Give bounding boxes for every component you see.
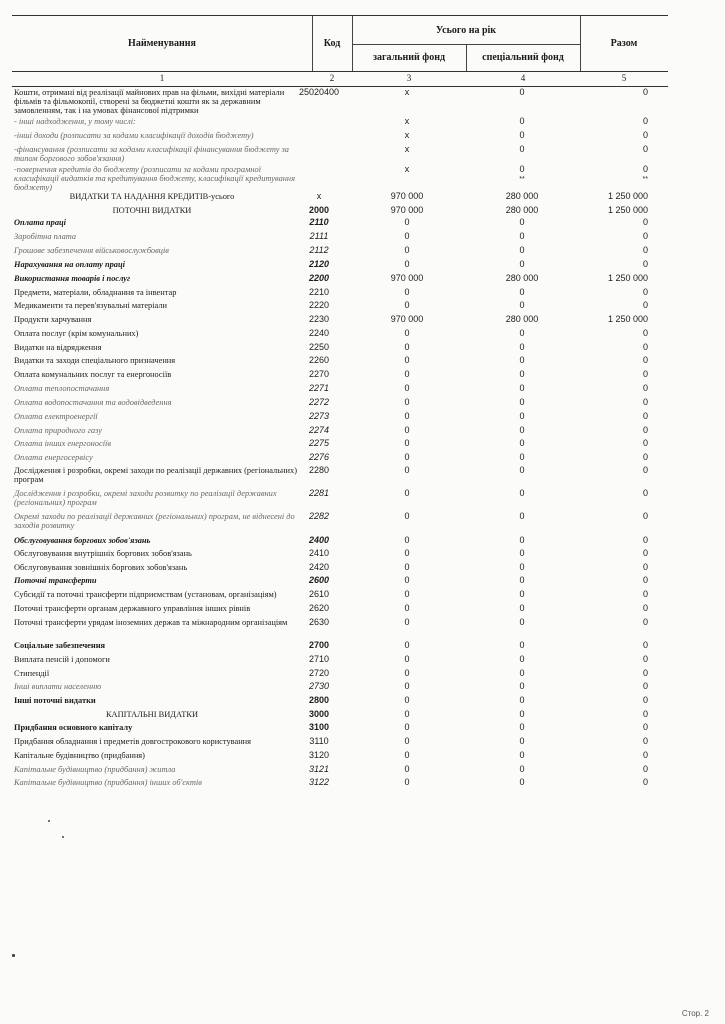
row-special-fund: 280 000 — [505, 273, 539, 283]
row-special-fund: 0 — [519, 764, 525, 774]
row-name: Окремі заходи по реалізації державних (регіональних) програм, не віднесені до заходів розвитку — [14, 512, 295, 531]
row-code: 3110 — [309, 736, 329, 746]
table-row — [12, 383, 668, 397]
row-special-fund: 0 — [519, 575, 525, 585]
row-special-fund: 0 — [519, 603, 525, 613]
row-general-fund: 0 — [404, 217, 410, 227]
row-general-fund: 0 — [404, 548, 410, 558]
row-special-fund: 0 — [519, 259, 525, 269]
row-code: 2271 — [308, 383, 330, 393]
row-sum: 0 — [642, 245, 648, 255]
row-special-fund: 0 — [519, 668, 525, 678]
table-row — [12, 562, 668, 575]
header-divider — [580, 16, 581, 71]
table-body — [12, 87, 668, 790]
row-general-fund: x — [404, 164, 410, 174]
table-row — [12, 342, 668, 355]
row-code: 3122 — [308, 777, 330, 787]
row-name: Використання товарів і послуг — [14, 274, 131, 283]
table-row — [12, 736, 668, 750]
row-general-fund: 0 — [404, 617, 410, 627]
row-general-fund: 0 — [404, 438, 410, 448]
row-sum: 0 — [642, 342, 648, 352]
table-row — [12, 87, 668, 116]
row-general-fund: 0 — [404, 511, 410, 521]
row-special-fund: 0 — [519, 164, 525, 174]
row-code: 3121 — [308, 764, 330, 774]
row-general-fund: 970 000 — [390, 314, 424, 324]
row-special-fund: 0 — [519, 736, 525, 746]
row-sum: 0 — [642, 617, 648, 627]
row-special-fund: 0 — [519, 750, 525, 760]
table-row — [12, 777, 668, 790]
row-general-fund: x — [404, 116, 410, 126]
column-number-row — [12, 72, 668, 87]
row-code: 2281 — [308, 488, 330, 498]
row-sum: 0 — [642, 654, 648, 664]
row-special-fund: 0 — [519, 287, 525, 297]
row-sum: 0 — [642, 709, 648, 719]
table-row — [12, 328, 668, 342]
row-name: Оплата водопостачання та водовідведення — [14, 398, 172, 407]
row-special-fund: 0 — [519, 548, 525, 558]
row-special-fund: 0 — [519, 777, 525, 787]
row-code: 2276 — [308, 452, 330, 462]
row-name: Дослідження і розробки, окремі заходи по реалізації державних (регіональних) програм — [14, 466, 297, 485]
header-total-year: Усього на рік — [435, 24, 497, 36]
row-special-fund: 0 — [519, 640, 525, 650]
table-row — [12, 764, 668, 777]
row-code: 2110 — [309, 217, 329, 227]
row-general-fund: 0 — [404, 287, 410, 297]
row-sum: 0 — [642, 383, 648, 393]
row-code: 2400 — [308, 535, 330, 545]
row-code: 2730 — [308, 681, 330, 691]
row-name: Оплата інших енергоносіїв — [14, 439, 111, 448]
row-code: 2210 — [308, 287, 330, 297]
row-special-fund: 0 — [519, 231, 525, 241]
table-row — [12, 603, 668, 617]
row-name: Продукти харчування — [14, 315, 92, 324]
row-name: Нарахування на оплату праці — [14, 260, 125, 269]
row-general-fund: 0 — [404, 777, 410, 787]
row-name: Виплата пенсій і допомоги — [14, 655, 110, 664]
row-code: 2111 — [309, 231, 329, 241]
row-sum: 0 — [642, 488, 648, 498]
table-row — [12, 465, 668, 488]
row-general-fund: 0 — [404, 465, 410, 475]
scan-speck — [62, 836, 64, 838]
row-general-fund: 0 — [404, 300, 410, 310]
row-code: 2260 — [308, 355, 330, 365]
row-sum: 0 — [642, 695, 648, 705]
row-code: 2280 — [308, 465, 330, 475]
table-row — [12, 300, 668, 314]
row-code: 2112 — [309, 245, 329, 255]
row-special-fund: 0 — [519, 654, 525, 664]
scan-speck — [48, 820, 50, 822]
row-special-fund: 0 — [519, 397, 525, 407]
header-general-fund: загальний фонд — [372, 52, 446, 63]
col-number: 1 — [159, 73, 165, 83]
row-sum: 0 — [642, 87, 648, 97]
row-general-fund: 0 — [404, 640, 410, 650]
row-special-fund: 0 — [519, 438, 525, 448]
row-general-fund: 0 — [404, 245, 410, 255]
row-name: Заробітна плата — [14, 232, 77, 241]
row-name: Капітальне будівництво (придбання) житла — [14, 765, 176, 774]
table-row — [12, 750, 668, 764]
row-name: Субсидії та поточні трансферти підприємствам (установам, організаціям) — [14, 590, 277, 599]
table-row — [12, 204, 668, 217]
row-name: Оплата послуг (крім комунальних) — [14, 329, 139, 338]
row-name: Дослідження і розробки, окремі заходи розвитку по реалізації державних (регіональних) програм — [14, 489, 277, 508]
row-sum: 0 — [642, 640, 648, 650]
table-row — [12, 314, 668, 328]
row-name: Кошти, отримані від реалізації майнових прав на фільми, вихідні матеріали фільмів та фільмокопії, створені за бюджетні кошти як за державним замовленням, так і на умовах фінансової підтримки — [14, 88, 285, 116]
row-code: 2600 — [308, 575, 330, 585]
table-row — [12, 452, 668, 465]
table-row — [12, 589, 668, 603]
row-general-fund: 0 — [404, 411, 410, 421]
row-name: Предмети, матеріали, обладнання та інвентар — [14, 288, 177, 297]
row-name: ПОТОЧНІ ВИДАТКИ — [112, 206, 192, 215]
row-code: 3120 — [308, 750, 330, 760]
row-sum: 0 — [642, 231, 648, 241]
row-sum: 0 — [642, 144, 648, 154]
row-code: 2720 — [308, 668, 330, 678]
row-special-fund: 0 — [519, 300, 525, 310]
row-general-fund: 0 — [404, 589, 410, 599]
row-general-fund: 0 — [404, 259, 410, 269]
table-row — [12, 130, 668, 144]
row-name: Грошове забезпечення військовослужбовців — [14, 246, 169, 255]
table-row — [12, 681, 668, 695]
row-name: Оплата комунальних послуг та енергоносіїв — [14, 370, 172, 379]
budget-table — [12, 15, 668, 790]
row-special-fund: 0 — [519, 355, 525, 365]
row-name: Видатки та заходи спеціального призначення — [14, 356, 176, 365]
row-special-fund: 0 — [519, 217, 525, 227]
table-row — [12, 511, 668, 535]
table-row — [12, 116, 668, 130]
row-name: Інші поточні видатки — [14, 696, 96, 705]
row-name: Соціальне забезпечення — [14, 641, 106, 650]
row-special-fund: 0 — [519, 681, 525, 691]
row-code: 2220 — [308, 300, 330, 310]
table-row — [12, 369, 668, 383]
row-sum: 0 — [642, 452, 648, 462]
row-code: 2275 — [308, 438, 330, 448]
row-general-fund: 0 — [404, 562, 410, 572]
row-name: Обслуговування боргових зобов'язань — [14, 536, 151, 545]
row-name: Придбання обладнання і предметів довгострокового користування — [14, 737, 252, 746]
row-special-fund: 0 — [519, 87, 525, 97]
row-code: 2120 — [308, 259, 330, 269]
row-sum: 0 — [642, 575, 648, 585]
row-name: Оплата праці — [14, 218, 67, 227]
row-code: 2282 — [308, 511, 330, 521]
row-special-fund: 0 — [519, 342, 525, 352]
table-row — [12, 245, 668, 259]
row-name: Оплата природного газу — [14, 426, 102, 435]
row-code: 25020400 — [299, 87, 340, 97]
row-special-fund: 0 — [519, 511, 525, 521]
table-row — [12, 259, 668, 273]
scan-speck — [12, 954, 15, 957]
row-code: 2250 — [308, 342, 330, 352]
row-general-fund: 0 — [404, 736, 410, 746]
row-special-fund: 0 — [519, 722, 525, 732]
row-special-fund: 0 — [519, 130, 525, 140]
row-sum: 1 250 000 — [607, 191, 648, 201]
row-general-fund: 0 — [404, 355, 410, 365]
row-special-fund: 0 — [519, 589, 525, 599]
row-name: -повернення кредитів до бюджету (розписати за кодами програмної класифікації видатків та кредитування бюджету, класифікації кредитування бюджету) — [14, 165, 295, 193]
table-row — [12, 722, 668, 736]
row-code: 2000 — [308, 205, 330, 215]
row-sum: 0 — [642, 259, 648, 269]
row-sum: 0 — [642, 287, 648, 297]
table-row — [12, 411, 668, 425]
row-code: 2710 — [308, 654, 330, 664]
row-special-fund: 0 — [519, 245, 525, 255]
row-general-fund: x — [404, 130, 410, 140]
row-code: 2420 — [308, 562, 330, 572]
row-sum: 0 — [642, 116, 648, 126]
row-special-fund: 0 — [519, 562, 525, 572]
row-general-fund: 0 — [404, 722, 410, 732]
row-general-fund: 0 — [404, 668, 410, 678]
row-name: Оплата енергосервісу — [14, 453, 93, 462]
row-sum: 0 — [642, 164, 648, 174]
row-general-fund: 0 — [404, 231, 410, 241]
table-row — [12, 535, 668, 548]
table-row — [12, 695, 668, 708]
row-code: 2230 — [308, 314, 330, 324]
col-number: 2 — [329, 73, 335, 83]
row-general-fund: 0 — [404, 654, 410, 664]
row-name: ВИДАТКИ ТА НАДАННЯ КРЕДИТІВ-усього — [69, 192, 235, 201]
row-special-fund: 280 000 — [505, 314, 539, 324]
row-name: Оплата електроенергії — [14, 412, 98, 421]
row-sum: 0 — [642, 397, 648, 407]
row-name: -інші доходи (розписати за кодами класифікації доходів бюджету) — [14, 131, 254, 140]
row-sum: 0 — [642, 668, 648, 678]
table-row — [12, 575, 668, 589]
row-special-fund: 0 — [519, 709, 525, 719]
row-sum: 0 — [642, 722, 648, 732]
table-row — [12, 231, 668, 245]
row-sum: 1 250 000 — [607, 314, 648, 324]
row-special-fund: 0 — [519, 488, 525, 498]
row-special-fund: 0 — [519, 452, 525, 462]
row-code: 2200 — [308, 273, 330, 283]
row-sum: 0 — [642, 589, 648, 599]
header-divider — [466, 44, 467, 71]
header-divider — [352, 44, 580, 45]
row-sum: 0 — [642, 369, 648, 379]
row-special-fund: 0 — [519, 144, 525, 154]
row-name: Капітальне будівництво (придбання) — [14, 751, 145, 760]
row-special-fund-mark: ** — [519, 176, 525, 183]
row-name: Поточні трансферти — [14, 576, 97, 585]
row-general-fund: 0 — [404, 342, 410, 352]
row-sum: 1 250 000 — [607, 273, 648, 283]
row-code: 2800 — [308, 695, 330, 705]
row-general-fund: 0 — [404, 328, 410, 338]
row-name: Видатки на відрядження — [14, 343, 102, 352]
row-sum: 0 — [642, 764, 648, 774]
table-row — [12, 548, 668, 562]
row-sum: 0 — [642, 736, 648, 746]
row-name: Обслуговування зовнішніх боргових зобов'язань — [14, 563, 188, 572]
row-name: Інші виплати населенню — [14, 682, 102, 691]
table-row — [12, 708, 668, 722]
row-general-fund: 0 — [404, 383, 410, 393]
row-code: 2273 — [308, 411, 330, 421]
row-general-fund: x — [404, 87, 410, 97]
row-code: x — [316, 191, 322, 201]
col-number: 4 — [520, 73, 526, 83]
row-sum: 0 — [642, 603, 648, 613]
row-general-fund: 970 000 — [390, 191, 424, 201]
header-special-fund: спеціальний фонд — [482, 52, 564, 63]
header-name: Найменування — [128, 38, 196, 49]
row-sum: 0 — [642, 355, 648, 365]
table-row — [12, 164, 668, 193]
row-name: Капітальне будівництво (придбання) інших об'єктів — [14, 778, 202, 787]
row-code: 2274 — [308, 425, 330, 435]
row-code: 2620 — [308, 603, 330, 613]
row-sum: 0 — [642, 438, 648, 448]
table-row — [12, 668, 668, 681]
row-general-fund: 0 — [404, 488, 410, 498]
header-sum: Разом — [610, 38, 638, 49]
row-code: 2240 — [308, 328, 330, 338]
col-number: 5 — [621, 73, 627, 83]
row-name: Придбання основного капіталу — [14, 723, 133, 732]
row-code: 2610 — [308, 589, 330, 599]
row-special-fund: 0 — [519, 535, 525, 545]
table-row — [12, 640, 668, 654]
row-special-fund: 0 — [519, 116, 525, 126]
table-row — [12, 438, 668, 452]
row-name: Оплата теплопостачання — [14, 384, 110, 393]
row-code: 3000 — [308, 709, 330, 719]
row-sum: 0 — [642, 535, 648, 545]
row-general-fund: 0 — [404, 452, 410, 462]
row-sum: 0 — [642, 750, 648, 760]
table-row — [12, 654, 668, 668]
row-special-fund: 0 — [519, 425, 525, 435]
row-general-fund: 0 — [404, 397, 410, 407]
row-name: - інші надходження, у тому числі: — [14, 117, 136, 126]
row-special-fund: 0 — [519, 383, 525, 393]
row-sum-mark: ** — [642, 176, 648, 183]
table-row — [12, 144, 668, 164]
row-general-fund: 0 — [404, 764, 410, 774]
row-special-fund: 0 — [519, 411, 525, 421]
row-general-fund: 0 — [404, 535, 410, 545]
table-row — [12, 617, 668, 640]
row-general-fund: 970 000 — [390, 273, 424, 283]
row-special-fund: 0 — [519, 617, 525, 627]
row-special-fund: 280 000 — [505, 191, 539, 201]
row-code: 2700 — [308, 640, 330, 650]
row-code: 2272 — [308, 397, 330, 407]
row-sum: 0 — [642, 425, 648, 435]
row-name: Стипендії — [14, 669, 50, 678]
row-sum: 0 — [642, 217, 648, 227]
row-sum: 0 — [642, 130, 648, 140]
table-row — [12, 273, 668, 287]
row-sum: 0 — [642, 777, 648, 787]
row-sum: 1 250 000 — [607, 205, 648, 215]
row-name: Обслуговування внутрішніх боргових зобов'язань — [14, 549, 192, 558]
row-general-fund: 0 — [404, 369, 410, 379]
row-special-fund: 280 000 — [505, 205, 539, 215]
row-general-fund: 0 — [404, 575, 410, 585]
row-name: Поточні трансферти урядам іноземних держав та міжнародним організаціям — [14, 618, 288, 627]
row-code: 2630 — [308, 617, 330, 627]
row-code: 3100 — [308, 722, 330, 732]
row-general-fund: 0 — [404, 681, 410, 691]
table-row — [12, 488, 668, 511]
header-code: Код — [323, 38, 341, 49]
row-sum: 0 — [642, 681, 648, 691]
row-code: 2270 — [308, 369, 330, 379]
table-row — [12, 355, 668, 369]
row-sum: 0 — [642, 562, 648, 572]
row-name: Медикаменти та перев'язувальні матеріали — [14, 301, 168, 310]
row-general-fund: 0 — [404, 709, 410, 719]
row-sum: 0 — [642, 300, 648, 310]
col-number: 3 — [406, 73, 412, 83]
row-sum: 0 — [642, 465, 648, 475]
row-sum: 0 — [642, 411, 648, 421]
table-header — [12, 15, 668, 72]
row-general-fund: 0 — [404, 425, 410, 435]
row-code: 2410 — [308, 548, 330, 558]
table-row — [12, 217, 668, 231]
row-name: Поточні трансферти органам державного управління інших рівнів — [14, 604, 251, 613]
page-number: Стор. 2 — [681, 1009, 709, 1018]
row-general-fund: 0 — [404, 603, 410, 613]
row-special-fund: 0 — [519, 328, 525, 338]
row-general-fund: x — [404, 144, 410, 154]
table-row — [12, 287, 668, 300]
row-name: -фінансування (розписати за кодами класифікації фінансування бюджету за типом боргового зобов'язання) — [14, 145, 289, 164]
row-general-fund: 0 — [404, 695, 410, 705]
row-special-fund: 0 — [519, 369, 525, 379]
row-sum: 0 — [642, 328, 648, 338]
row-general-fund: 970 000 — [390, 205, 424, 215]
header-divider — [312, 16, 313, 71]
table-row — [12, 190, 668, 204]
row-sum: 0 — [642, 511, 648, 521]
row-special-fund: 0 — [519, 465, 525, 475]
table-row — [12, 425, 668, 438]
row-special-fund: 0 — [519, 695, 525, 705]
row-name: КАПІТАЛЬНІ ВИДАТКИ — [105, 710, 199, 719]
row-sum: 0 — [642, 548, 648, 558]
table-row — [12, 397, 668, 411]
row-general-fund: 0 — [404, 750, 410, 760]
